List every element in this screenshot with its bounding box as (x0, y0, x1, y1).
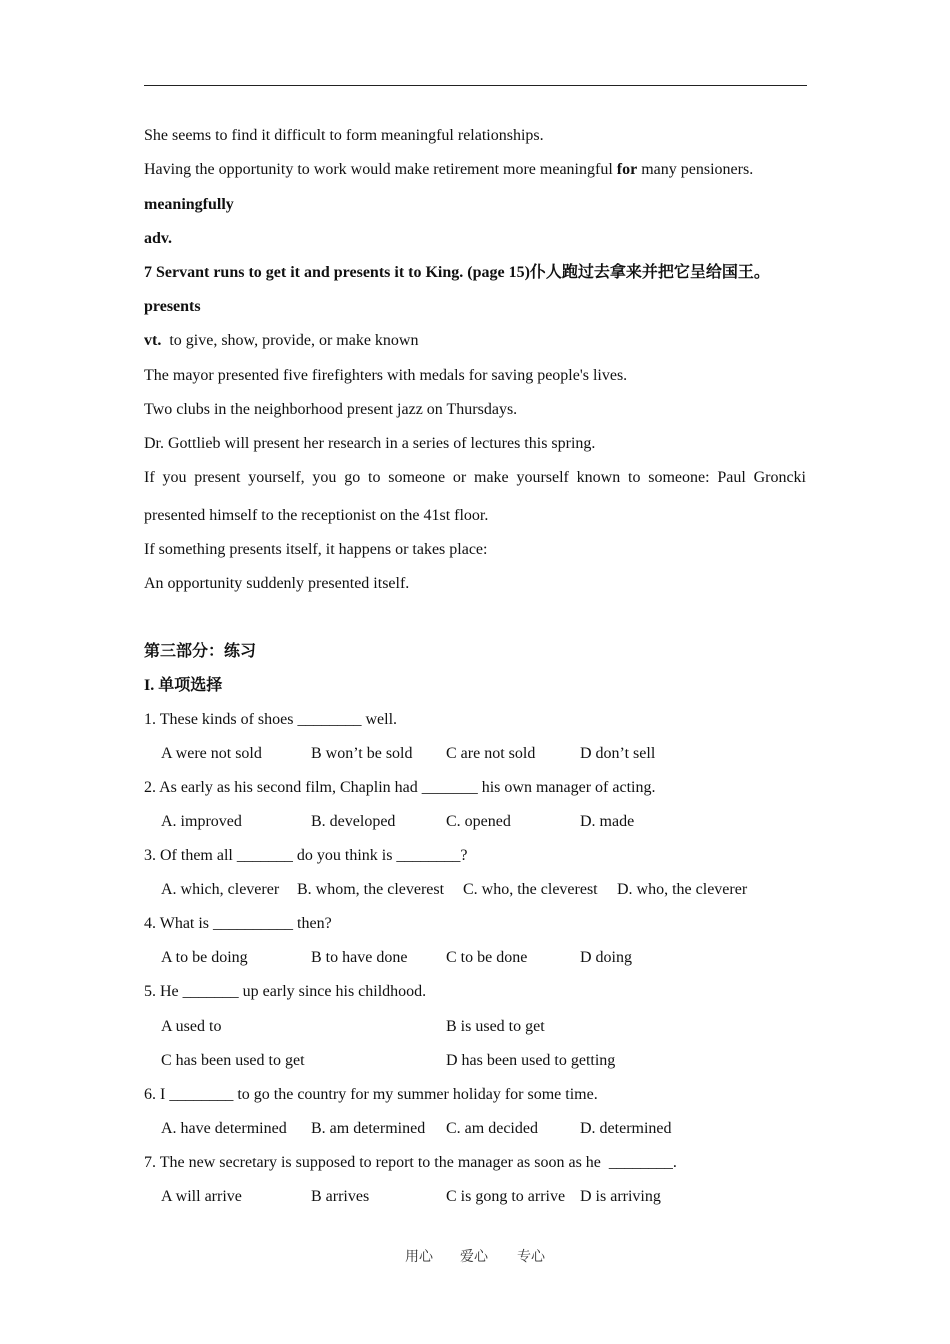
q4-option-d: D doing (580, 949, 632, 966)
q2-option-d: D. made (580, 813, 635, 830)
q1-option-b: B won’t be sold (311, 745, 413, 762)
question-7: 7. The new secretary is supposed to report to the manager as soon as he ________. (144, 1154, 677, 1171)
q2-option-c: C. opened (446, 813, 511, 830)
example-present-6: An opportunity suddenly presented itself. (144, 575, 410, 592)
footer-item-1: 用心 (405, 1249, 433, 1265)
text: many pensioners. (637, 161, 754, 178)
q1-option-a: A were not sold (161, 745, 262, 762)
q7-option-d: D is arriving (580, 1188, 661, 1205)
q5-option-c: C has been used to get (161, 1052, 305, 1069)
q5-option-b: B is used to get (446, 1018, 545, 1035)
header-rule (144, 85, 807, 86)
question-4: 4. What is __________ then? (144, 915, 332, 932)
example-present-2: Two clubs in the neighborhood present jazz on Thursdays. (144, 401, 518, 418)
question-2: 2. As early as his second film, Chaplin had _______ his own manager of acting. (144, 779, 656, 796)
q6-option-c: C. am decided (446, 1120, 538, 1137)
question-1: 1. These kinds of shoes ________ well. (144, 711, 398, 728)
pos-adv: adv. (144, 230, 173, 247)
example-meaningful-2 (144, 160, 753, 180)
q1-option-d: D don’t sell (580, 745, 656, 762)
example-present-1: The mayor presented five firefighters with medals for saving people's lives. (144, 367, 628, 384)
q6-option-b: B. am determined (311, 1120, 426, 1137)
q7-option-b: B arrives (311, 1188, 370, 1205)
definition-presents (144, 331, 418, 351)
word-meaningfully: meaningfully (144, 196, 234, 213)
example-present-5: If something presents itself, it happens or takes place: (144, 541, 488, 558)
q4-option-a: A to be doing (161, 949, 248, 966)
q2-option-b: B. developed (311, 813, 396, 830)
question-3: 3. Of them all _______ do you think is ________? (144, 847, 468, 864)
q6-option-a: A. have determined (161, 1120, 287, 1137)
word-presents: presents (144, 298, 201, 315)
q3-option-b: B. whom, the cleverest (297, 881, 445, 898)
footer-item-2: 爱心 (460, 1249, 488, 1265)
text: Having the opportunity to work would make retirement more meaningful (144, 161, 617, 178)
q7-option-a: A will arrive (161, 1188, 242, 1205)
example-meaningful-1: She seems to find it difficult to form meaningful relationships. (144, 127, 544, 144)
bold-for: for (616, 161, 638, 178)
q2-option-a: A. improved (161, 813, 242, 830)
q5-option-d: D has been used to getting (446, 1052, 616, 1069)
heading-item-7: 7 Servant runs to get it and presents it to King. (page 15)仆人跑过去拿来并把它呈给国王。 (144, 264, 770, 281)
example-present-4a: If you present yourself, you go to someone or make yourself known to someone: Paul Groncki (144, 469, 806, 486)
q5-option-a: A used to (161, 1018, 222, 1035)
question-5: 5. He _______ up early since his childhood. (144, 983, 427, 1000)
q6-option-d: D. determined (580, 1120, 672, 1137)
question-6: 6. I ________ to go the country for my summer holiday for some time. (144, 1086, 598, 1103)
section-title: I. 单项选择 (144, 677, 223, 694)
q3-option-c: C. who, the cleverest (463, 881, 598, 898)
footer-item-3: 专心 (517, 1249, 545, 1265)
q1-option-c: C are not sold (446, 745, 536, 762)
example-present-3: Dr. Gottlieb will present her research in a series of lectures this spring. (144, 435, 596, 452)
example-present-4b: presented himself to the receptionist on the 41st floor. (144, 507, 489, 524)
q3-option-d: D. who, the cleverer (617, 881, 748, 898)
part-title: 第三部分：练习 (144, 643, 257, 660)
q4-option-c: C to be done (446, 949, 528, 966)
pos-vt: vt. (144, 332, 162, 349)
q4-option-b: B to have done (311, 949, 408, 966)
q3-option-a: A. which, cleverer (161, 881, 280, 898)
definition-text: to give, show, provide, or make known (161, 332, 419, 349)
q7-option-c: C is gong to arrive (446, 1188, 566, 1205)
